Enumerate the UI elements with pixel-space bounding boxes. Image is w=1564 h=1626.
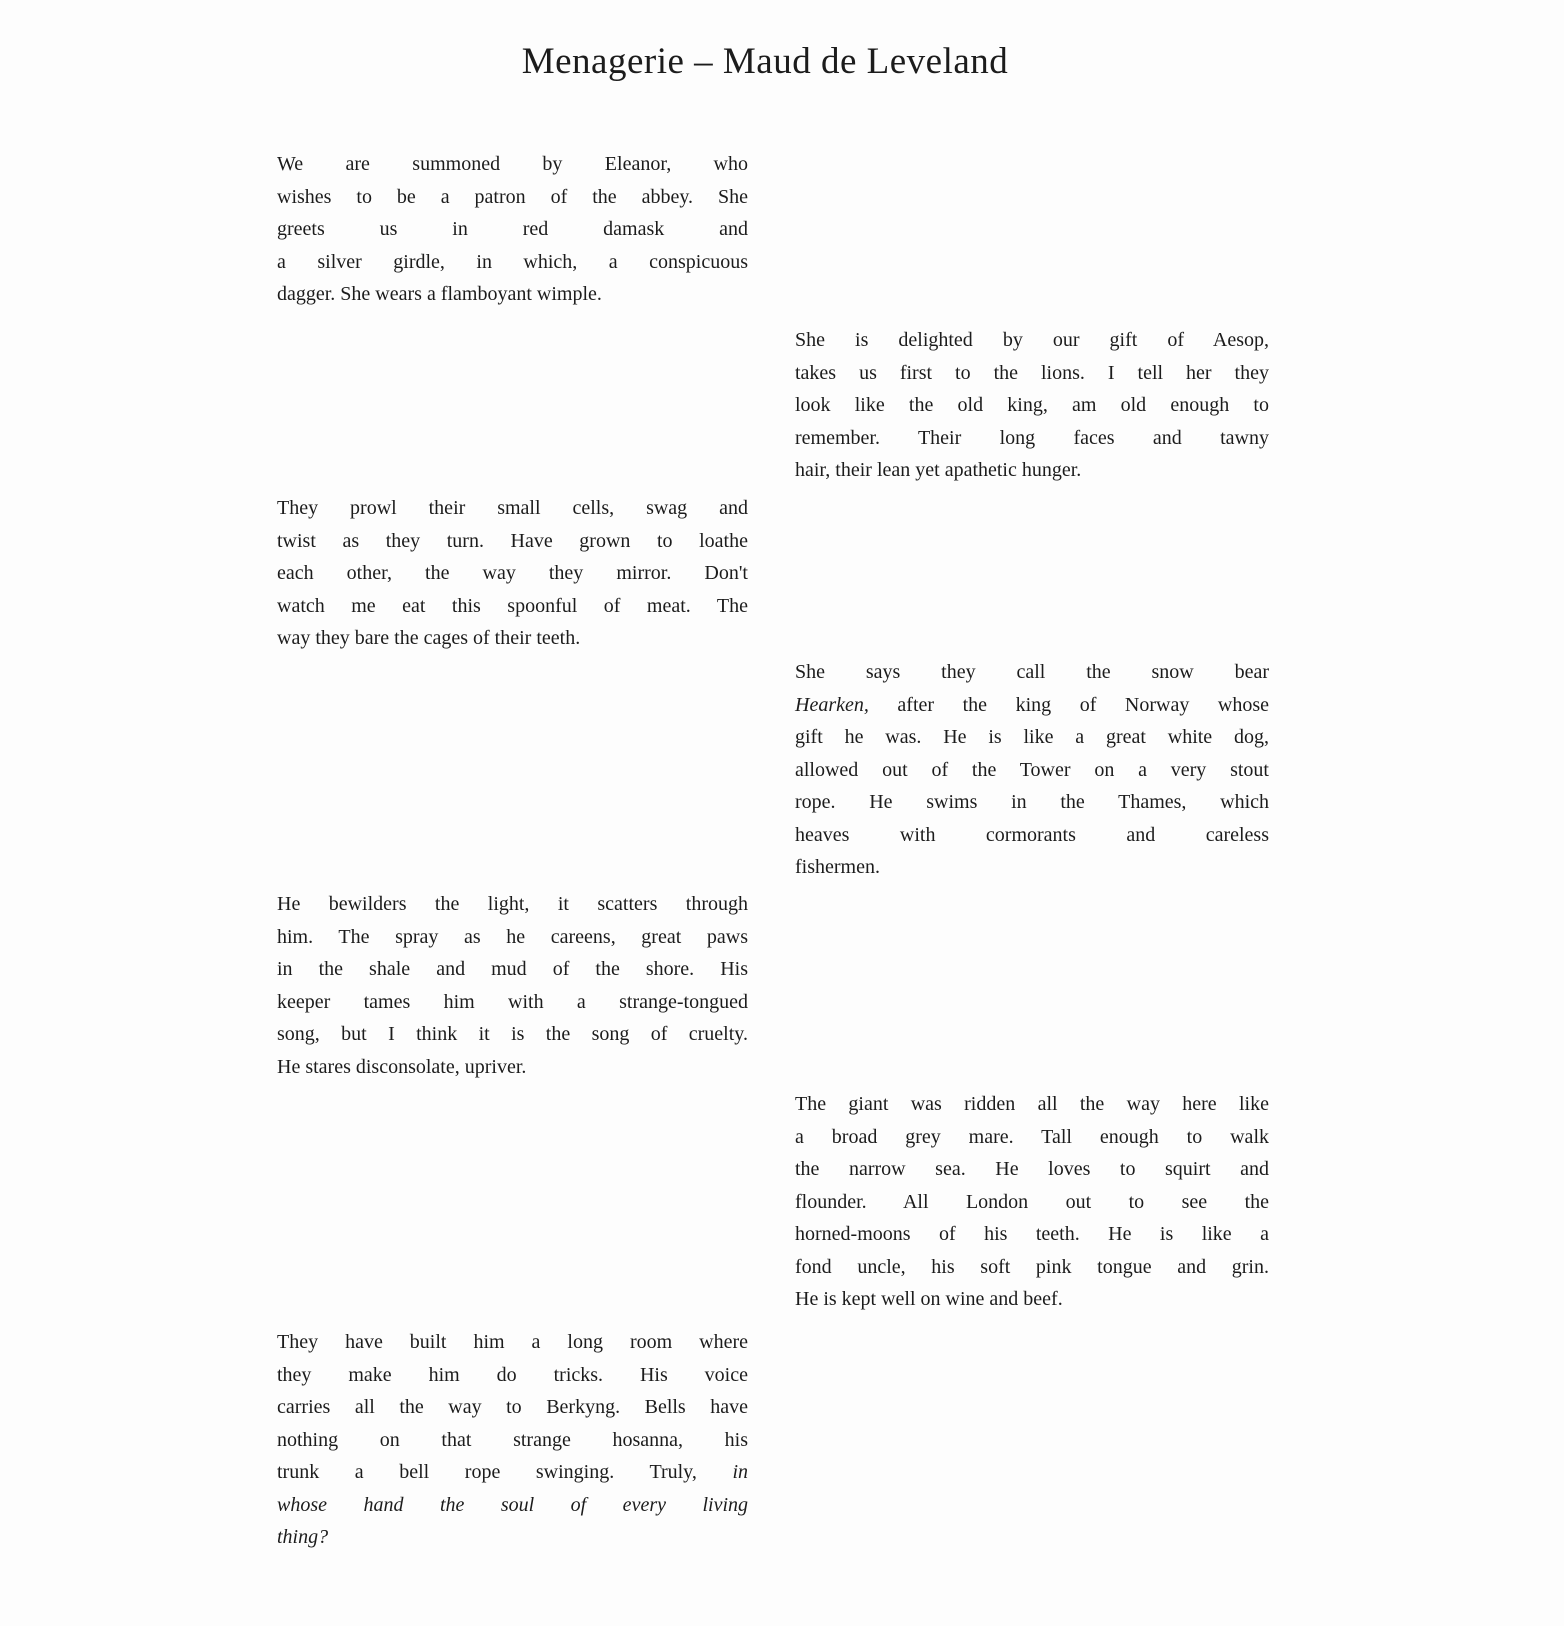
poem-line: watch me eat this spoonful of meat. The: [277, 594, 748, 617]
poem-line: They prowl their small cells, swag and: [277, 497, 748, 519]
poem-line: each other, the way they mirror. Don't: [277, 562, 748, 584]
poem-line: song, but I think it is the song of cruelty.: [277, 1023, 748, 1045]
poem-line: they make him do tricks. His voice: [277, 1363, 748, 1386]
stanza-2: [795, 324, 1269, 487]
poem-line: in the shale and mud of the shore. His: [277, 958, 748, 980]
poem-line: allowed out of the Tower on a very stout: [795, 758, 1269, 781]
poem-line: She is delighted by our gift of Aesop,: [795, 329, 1269, 351]
stanza-1: [277, 148, 748, 311]
stanza-5: [277, 888, 748, 1083]
poem-line: the narrow sea. He loves to squirt and: [795, 1158, 1269, 1180]
poem-line: takes us first to the lions. I tell her they: [795, 361, 1269, 384]
poem-line: We are summoned by Eleanor, who: [277, 153, 748, 175]
poem-line: remember. Their long faces and tawny: [795, 426, 1269, 449]
poem-line: He stares disconsolate, upriver.: [277, 1055, 527, 1078]
stanza-3: [277, 492, 748, 655]
poem-line: whose hand the soul of every living: [277, 1493, 748, 1516]
poem-line: a broad grey mare. Tall enough to walk: [795, 1125, 1269, 1148]
poem-line: The giant was ridden all the way here like: [795, 1093, 1269, 1115]
poem-line: He bewilders the light, it scatters through: [277, 893, 748, 915]
poem-line: wishes to be a patron of the abbey. She: [277, 185, 748, 208]
poem-line: keeper tames him with a strange-tongued: [277, 990, 748, 1013]
poem-line: horned-moons of his teeth. He is like a: [795, 1223, 1269, 1245]
poem-line: greets us in red damask and: [277, 218, 748, 240]
poem-line: rope. He swims in the Thames, which: [795, 791, 1269, 813]
poem-line: trunk a bell rope swinging. Truly, in: [277, 1461, 748, 1483]
poem-line: fishermen.: [795, 856, 880, 878]
poem-line: him. The spray as he careens, great paws: [277, 925, 748, 948]
poem-line: flounder. All London out to see the: [795, 1190, 1269, 1213]
poem-line: Hearken, after the king of Norway whose: [795, 693, 1269, 716]
poem-line: She says they call the snow bear: [795, 661, 1269, 683]
stanza-6: [795, 1088, 1269, 1316]
poem-line: carries all the way to Berkyng. Bells have: [277, 1396, 748, 1418]
page-title: Menagerie – Maud de Leveland: [521, 41, 1009, 82]
poem-line: heaves with cormorants and careless: [795, 823, 1269, 846]
poem-line: gift he was. He is like a great white dog,: [795, 726, 1269, 748]
poem-line: thing?: [277, 1526, 329, 1548]
poem-line: a silver girdle, in which, a conspicuous: [277, 250, 748, 273]
poem-line: dagger. She wears a flamboyant wimple.: [277, 283, 602, 305]
poem-line: look like the old king, am old enough to: [795, 394, 1269, 416]
poem-line: He is kept well on wine and beef.: [795, 1288, 1063, 1310]
poem-line: way they bare the cages of their teeth.: [277, 627, 581, 649]
stanza-4: [795, 656, 1269, 884]
poem-line: nothing on that strange hosanna, his: [277, 1428, 748, 1451]
stanza-7: [277, 1326, 748, 1554]
poem-line: fond uncle, his soft pink tongue and grin.: [795, 1255, 1269, 1278]
poem-line: hair, their lean yet apathetic hunger.: [795, 459, 1082, 481]
poem-line: twist as they turn. Have grown to loathe: [277, 529, 748, 552]
poem-line: They have built him a long room where: [277, 1331, 748, 1353]
